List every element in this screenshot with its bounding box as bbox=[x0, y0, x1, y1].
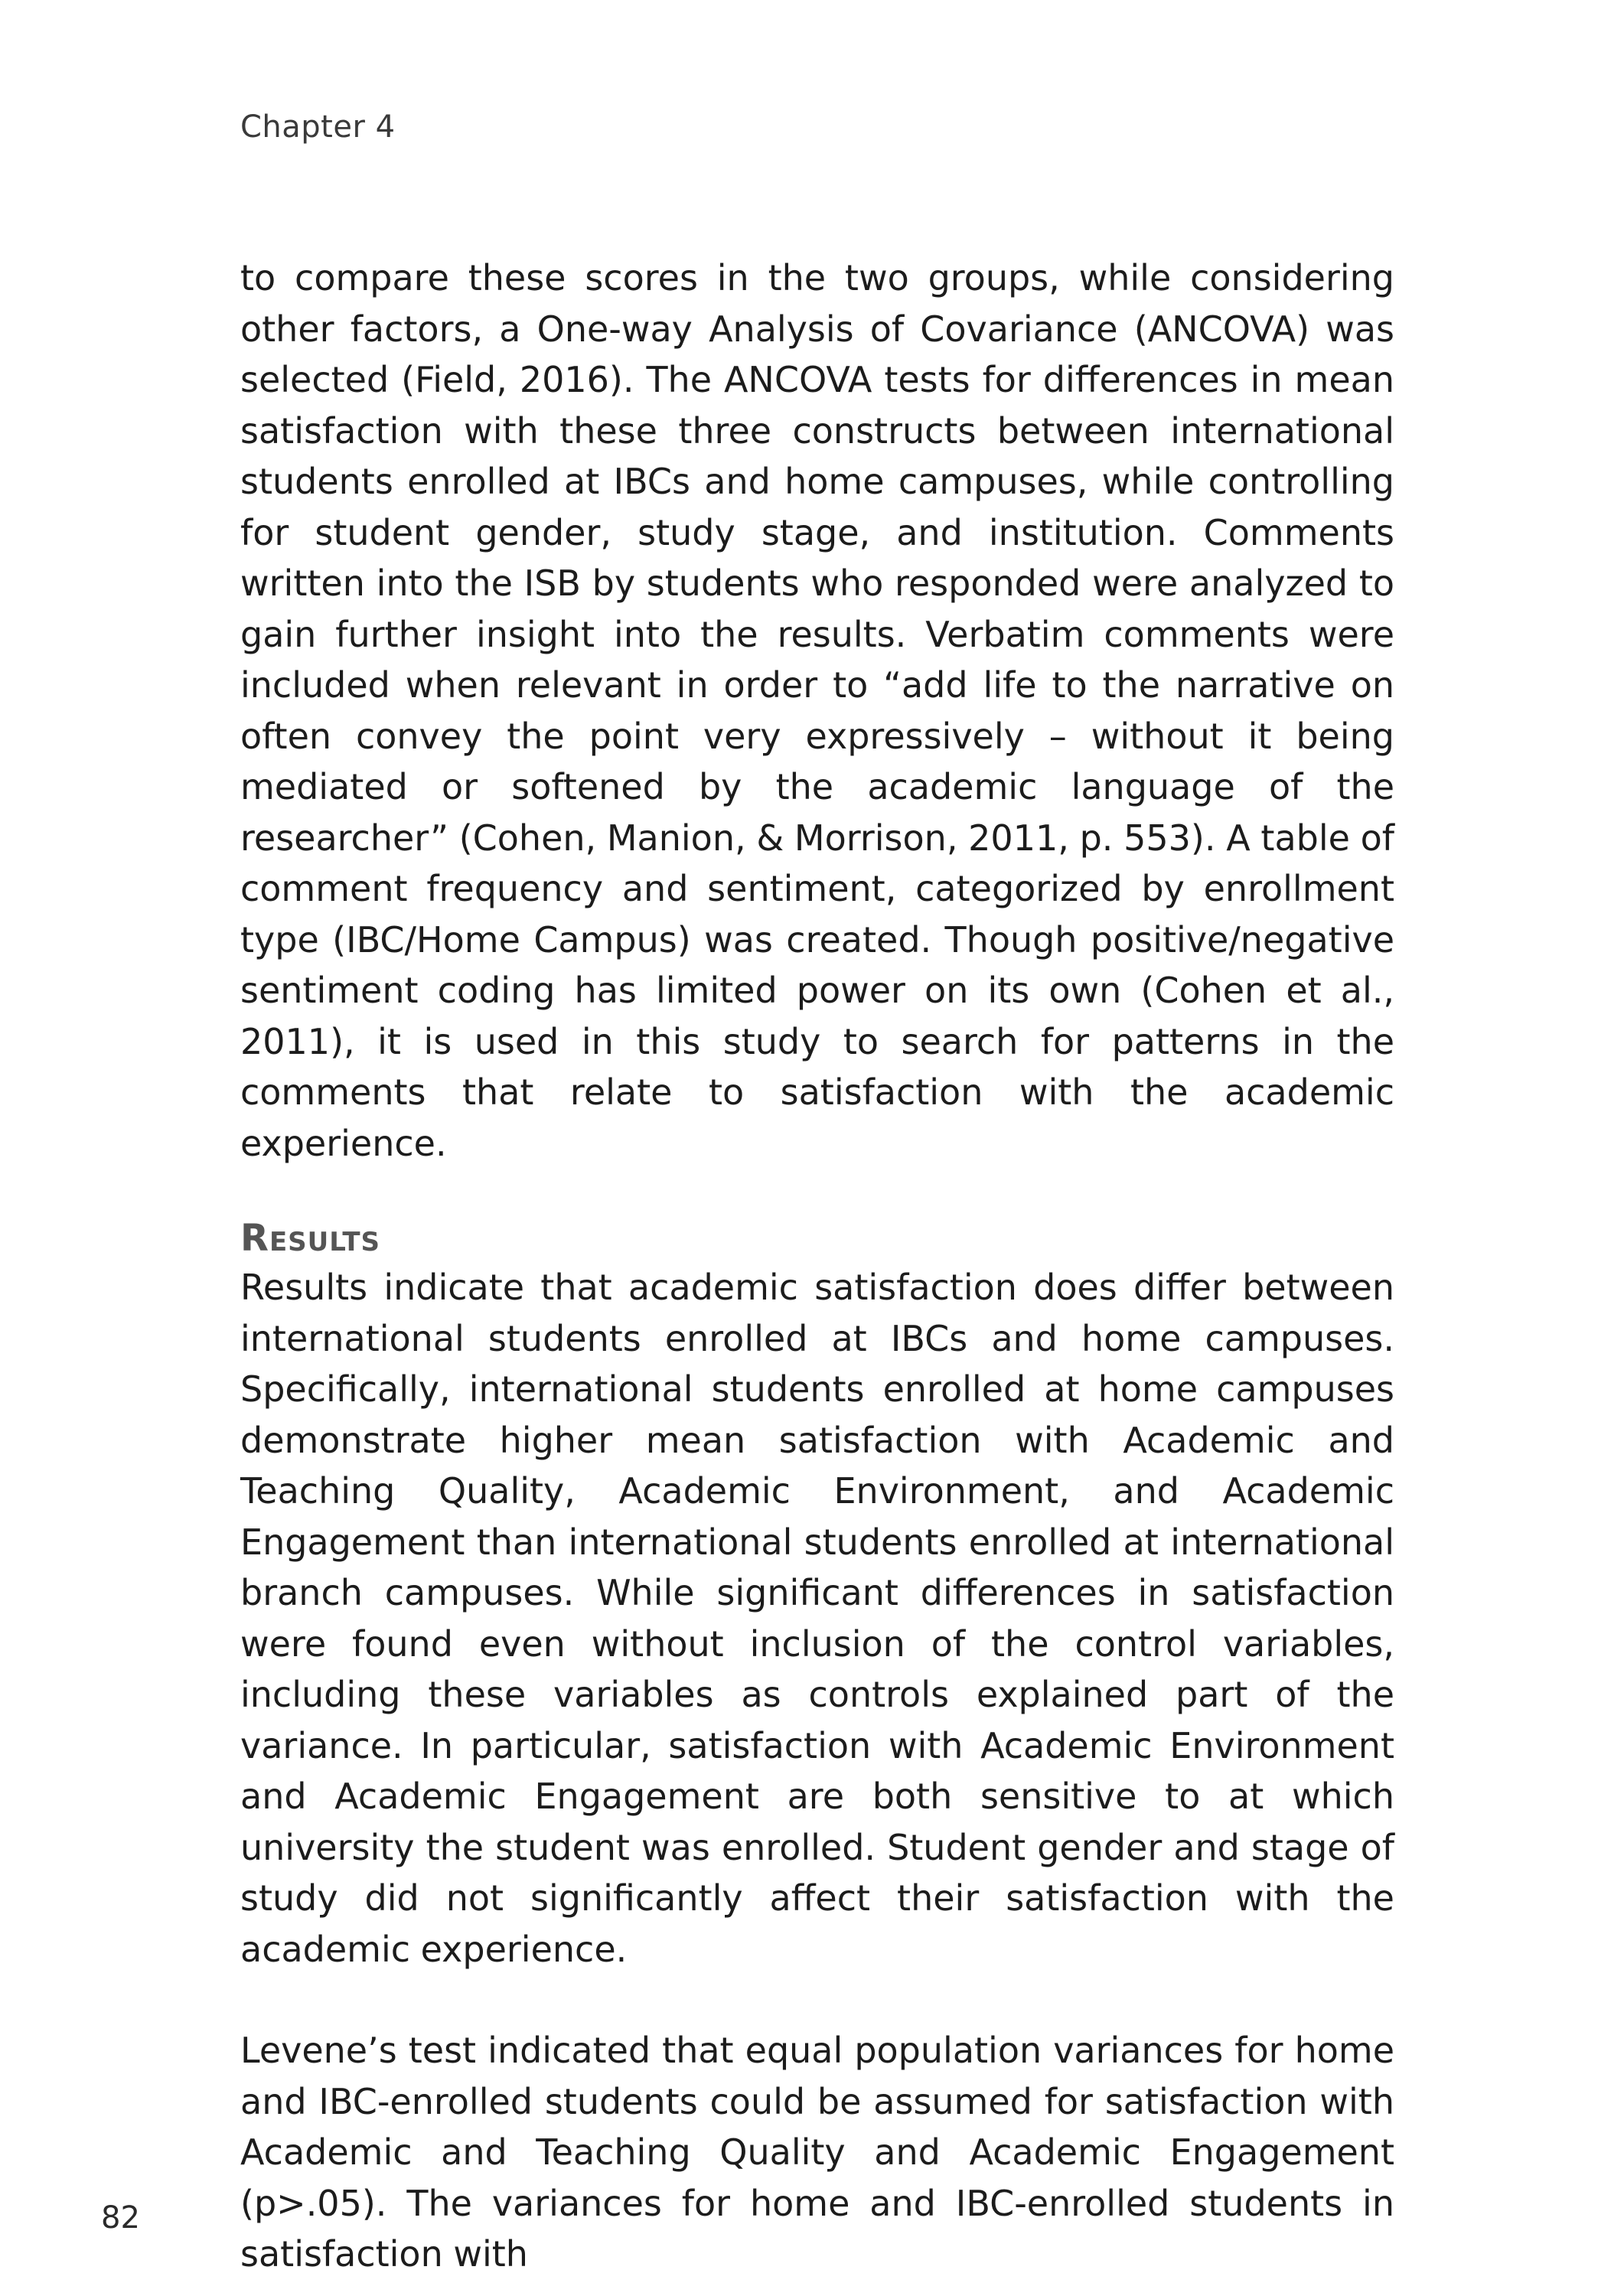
paragraph-results-summary: Results indicate that academic satisfaction does differ between international students enrolled at IBCs and home campuses. Specifically, international students enrolled at home campuses demonstrate higher mean satisfaction with Academic and Teaching Quality, Academic Environment, and Academic Engagement than international students enrolled at international branch campuses. While significant differences in satisfaction were found even without inclusion of the control variables, including these variables as controls explained part of the variance. In particular, satisfaction with Academic Environment and Academic Engagement are both sensitive to at which university the student was enrolled. Student gender and stage of study did not significantly affect their satisfaction with the academic experience. bbox=[240, 1267, 1394, 1970]
body-text bbox=[240, 253, 1394, 2280]
page-number: 82 bbox=[101, 2200, 140, 2236]
paragraph-methods: to compare these scores in the two groups, while considering other factors, a One-way Analysis of Covariance (ANCOVA) was selected (Field, 2016). The ANCOVA tests for differences in mean satisfaction with these three constructs between international students enrolled at IBCs and home campuses, while controlling for student gender, study stage, and institution. Comments written into the ISB by students who responded were analyzed to gain further insight into the results. Verbatim comments were included when relevant in order to “add life to the narrative on often convey the point very expressively – without it being mediated or softened by the academic language of the researcher” (Cohen, Manion, & Morrison, 2011, p. 553). A table of comment frequency and sentiment, categorized by enrollment type (IBC/Home Campus) was created. Though positive/negative sentiment coding has limited power on its own (Cohen et al., 2011), it is used in this study to search for patterns in the comments that relate to satisfaction with the academic experience. bbox=[240, 257, 1394, 1164]
section-heading-results: Results bbox=[240, 1217, 380, 1260]
paragraph-spacer bbox=[240, 1975, 1394, 2025]
running-head: Chapter 4 bbox=[240, 109, 396, 145]
paragraph-levene-test: Levene’s test indicated that equal population variances for home and IBC-enrolled students could be assumed for satisfaction with Academic and Teaching Quality and Academic Engagement (p>.05). The variances for home and IBC-enrolled students in satisfaction with bbox=[240, 2030, 1394, 2275]
